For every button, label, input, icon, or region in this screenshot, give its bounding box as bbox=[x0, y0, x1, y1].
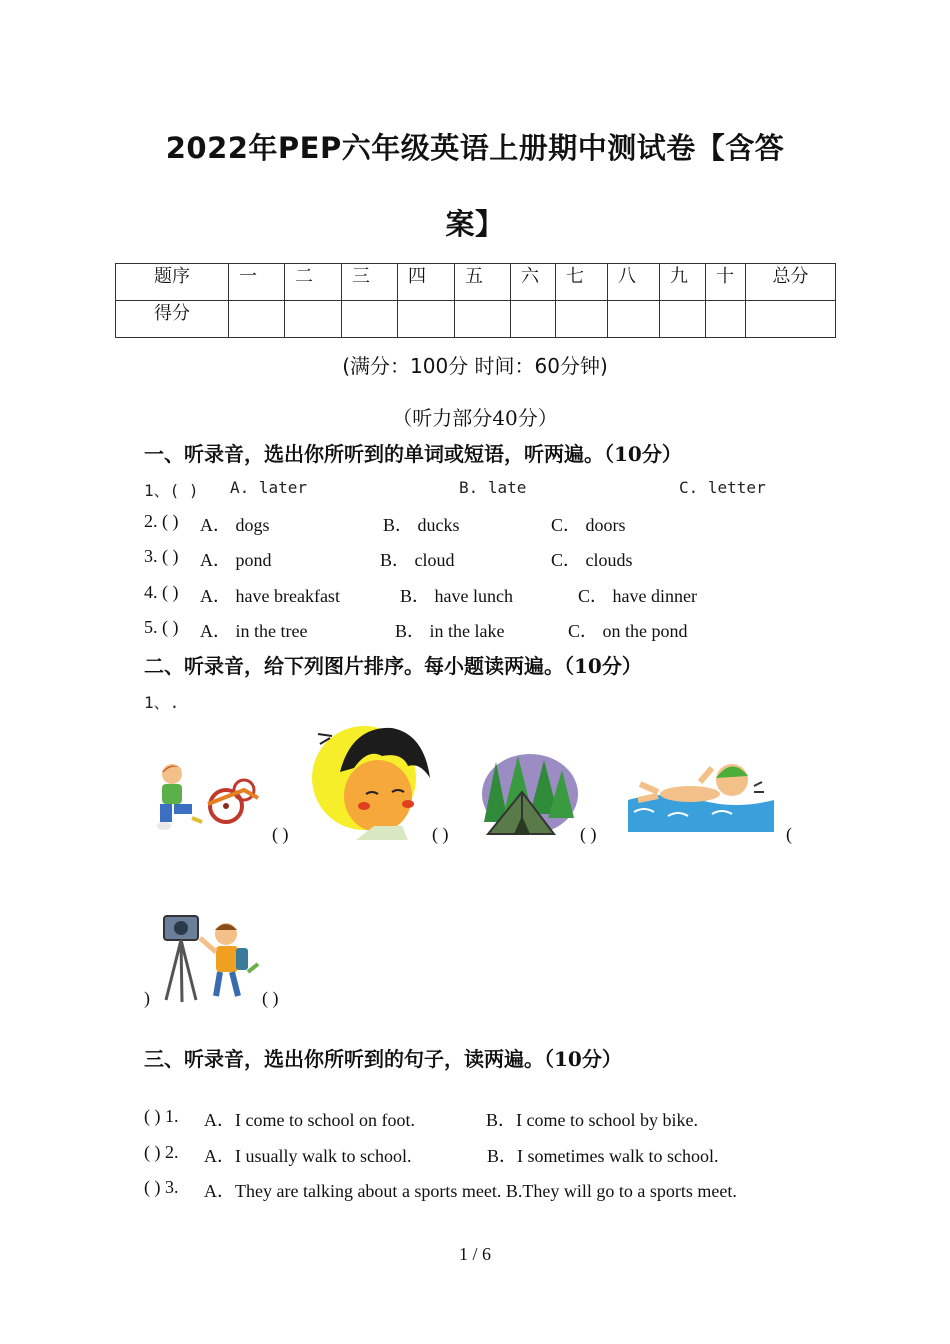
q2-option-c: C． doors bbox=[551, 515, 626, 535]
q2-option-b: B． ducks bbox=[383, 515, 460, 535]
picture3-answer-blank[interactable]: ( ) bbox=[580, 824, 597, 844]
score-cell[interactable] bbox=[556, 301, 608, 338]
picture4-answer-close-paren[interactable]: ) bbox=[144, 988, 150, 1008]
q5-option-c: C． on the pond bbox=[568, 621, 688, 641]
s3-q1-number: ( ) 1. bbox=[144, 1106, 179, 1126]
q4-number: 4. ( ) bbox=[144, 582, 179, 602]
score-cell[interactable] bbox=[608, 301, 660, 338]
q1-number: 1、( ) bbox=[144, 481, 199, 500]
q3-option-a: A． pond bbox=[200, 550, 272, 570]
score-cell[interactable] bbox=[285, 301, 342, 338]
s3-q2-option-b: B．I sometimes walk to school. bbox=[487, 1146, 719, 1166]
section1-heading: 一、听录音，选出你所听到的单词或短语，听两遍。（10分） bbox=[144, 442, 682, 466]
score-header-cell: 题序 bbox=[116, 264, 229, 301]
q1-option-c: C. letter bbox=[679, 478, 766, 497]
q3-number: 3. ( ) bbox=[144, 546, 179, 566]
q3-option-c: C． clouds bbox=[551, 550, 633, 570]
section2-heading: 二、听录音，给下列图片排序。每小题读两遍。（10分） bbox=[144, 654, 642, 678]
score-cell[interactable] bbox=[511, 301, 556, 338]
score-header-cell: 三 bbox=[342, 264, 398, 301]
q5-option-a: A． in the tree bbox=[200, 621, 308, 641]
score-cell[interactable] bbox=[455, 301, 511, 338]
section3-heading: 三、听录音，选出你所听到的句子，读两遍。（10分） bbox=[144, 1047, 622, 1071]
score-header-cell: 八 bbox=[608, 264, 660, 301]
s3-q3-options: A．They are talking about a sports meet. B.They will go to a sports meet. bbox=[204, 1181, 737, 1201]
q1-option-b: B. late bbox=[459, 478, 527, 497]
page-number: 1 / 6 bbox=[458, 1244, 491, 1264]
exam-meta: (满分：100分 时间：60分钟) bbox=[342, 354, 608, 378]
score-table-header-row bbox=[116, 264, 836, 301]
score-header-cell: 二 bbox=[285, 264, 342, 301]
section2-q1-label: 1、. bbox=[144, 693, 180, 712]
sleepy-boy-image bbox=[312, 722, 432, 840]
score-cell[interactable] bbox=[398, 301, 455, 338]
picture4-answer-open-paren: ( bbox=[786, 824, 792, 844]
q5-number: 5. ( ) bbox=[144, 617, 179, 637]
q5-option-b: B． in the lake bbox=[395, 621, 505, 641]
s3-q1-option-b: B．I come to school by bike. bbox=[486, 1110, 698, 1130]
score-header-cell: 九 bbox=[660, 264, 706, 301]
score-header-cell: 一 bbox=[229, 264, 285, 301]
score-cell[interactable] bbox=[706, 301, 746, 338]
score-header-cell: 总分 bbox=[746, 264, 836, 301]
score-header-cell: 五 bbox=[455, 264, 511, 301]
score-header-cell: 六 bbox=[511, 264, 556, 301]
q2-option-a: A． dogs bbox=[200, 515, 270, 535]
document-title-continued: 案】 bbox=[445, 207, 505, 241]
score-header-cell: 七 bbox=[556, 264, 608, 301]
score-cell[interactable] bbox=[660, 301, 706, 338]
listening-header: （听力部分40分） bbox=[392, 406, 558, 430]
q4-option-c: C． have dinner bbox=[578, 586, 697, 606]
q4-option-b: B． have lunch bbox=[400, 586, 513, 606]
s3-q3-number: ( ) 3. bbox=[144, 1177, 179, 1197]
score-header-cell: 四 bbox=[398, 264, 455, 301]
document-title: 2022年PEP六年级英语上册期中测试卷【含答 bbox=[165, 131, 785, 165]
score-cell[interactable] bbox=[746, 301, 836, 338]
s3-q2-option-a: A．I usually walk to school. bbox=[204, 1146, 412, 1166]
score-row-label: 得分 bbox=[116, 301, 229, 338]
photographer-boy-image bbox=[160, 912, 260, 1004]
q1-option-a: A. later bbox=[230, 478, 308, 497]
score-cell[interactable] bbox=[342, 301, 398, 338]
score-header-cell: 十 bbox=[706, 264, 746, 301]
tent-in-trees-image bbox=[474, 752, 578, 838]
s3-q1-option-a: A．I come to school on foot. bbox=[204, 1110, 415, 1130]
fallen-bike-boy-image bbox=[148, 760, 266, 832]
q4-option-a: A． have breakfast bbox=[200, 586, 340, 606]
score-cell[interactable] bbox=[229, 301, 285, 338]
score-table bbox=[115, 263, 836, 338]
swimming-boy-image bbox=[628, 760, 774, 832]
picture1-answer-blank[interactable]: ( ) bbox=[272, 824, 289, 844]
q3-option-b: B． cloud bbox=[380, 550, 455, 570]
q2-number: 2. ( ) bbox=[144, 511, 179, 531]
s3-q2-number: ( ) 2. bbox=[144, 1142, 179, 1162]
score-table-score-row bbox=[116, 301, 836, 338]
picture2-answer-blank[interactable]: ( ) bbox=[432, 824, 449, 844]
picture5-answer-blank[interactable]: ( ) bbox=[262, 988, 279, 1008]
